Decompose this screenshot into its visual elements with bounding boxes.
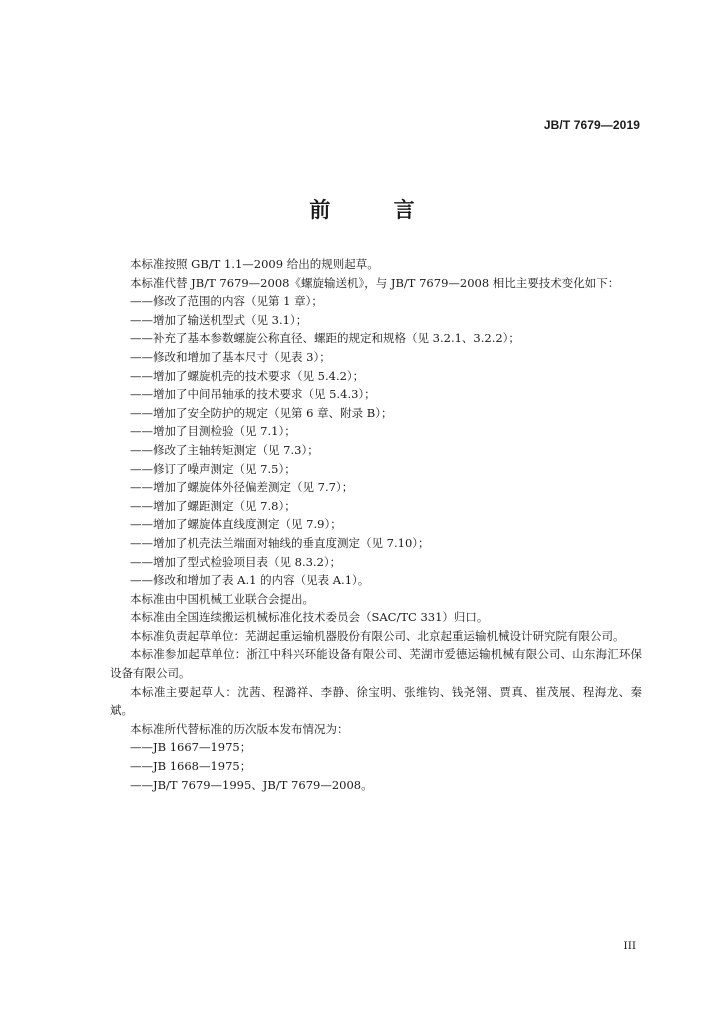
- page-title: 前 言: [309, 198, 443, 222]
- list-item: ——增加了安全防护的规定（见第 6 章、附录 B）；: [130, 405, 393, 420]
- paragraph: 本标准代替 JB/T 7679—2008《螺旋输送机》，与 JB/T 7679—2008 相比主要技术变化如下：: [130, 275, 620, 290]
- list-item: ——修订了噪声测定（见 7.5）；: [130, 461, 296, 476]
- list-item: ——JB 1668—1975；: [130, 759, 252, 774]
- list-item: ——修改和增加了基本尺寸（见表 3）；: [130, 349, 331, 364]
- paragraph: 本标准主要起草人：沈茜、程潞祥、李静、徐宝明、张维钧、钱尧翎、贾真、崔茂展、程海龙、秦斌。: [110, 684, 642, 718]
- list-item: ——修改和增加了表 A.1 的内容（见表 A.1）。: [130, 573, 370, 588]
- list-item: ——补充了基本参数螺旋公称直径、螺距的规定和规格（见 3.2.1、3.2.2）；: [130, 331, 520, 346]
- list-item: ——增加了机壳法兰端面对轴线的垂直度测定（见 7.10）；: [130, 535, 430, 550]
- paragraph: 本标准参加起草单位：浙江中科兴环能设备有限公司、芜湖市爱德运输机械有限公司、山东海汇环保设备有限公司。: [110, 647, 642, 681]
- list-item: ——增加了螺旋体外径偏差测定（见 7.7）；: [130, 480, 354, 495]
- paragraph: 本标准按照 GB/T 1.1—2009 给出的规则起草。: [130, 257, 379, 271]
- page-number: III: [623, 940, 636, 952]
- document-body: [110, 255, 642, 794]
- paragraph: 本标准由全国连续搬运机械标准化技术委员会（SAC/TC 331）归口。: [130, 610, 489, 625]
- paragraph: 本标准负责起草单位：芜湖起重运输机器股份有限公司、北京起重运输机械设计研究院有限公司。: [130, 628, 625, 643]
- list-item: ——JB/T 7679—1995、JB/T 7679—2008。: [130, 777, 373, 792]
- list-item: ——增加了目测检验（见 7.1）；: [130, 424, 296, 439]
- list-item: ——增加了中间吊轴承的技术要求（见 5.4.3）；: [130, 387, 376, 402]
- list-item: ——修改了范围的内容（见第 1 章）；: [130, 294, 323, 309]
- list-item: ——修改了主轴转矩测定（见 7.3）；: [130, 442, 319, 457]
- standard-code: JB/T 7679—2019: [543, 118, 640, 132]
- list-item: ——增加了螺旋体直线度测定（见 7.9）；: [130, 517, 342, 532]
- list-item: ——增加了输送机型式（见 3.1）；: [130, 312, 308, 327]
- list-item: ——增加了螺旋机壳的技术要求（见 5.4.2）；: [130, 368, 365, 383]
- list-item: ——增加了螺距测定（见 7.8）；: [130, 498, 296, 513]
- list-item: ——JB 1667—1975；: [130, 740, 252, 755]
- paragraph: 本标准所代替标准的历次版本发布情况为：: [130, 721, 349, 736]
- paragraph: 本标准由中国机械工业联合会提出。: [130, 591, 314, 606]
- list-item: ——增加了型式检验项目表（见 8.3.2）；: [130, 554, 342, 569]
